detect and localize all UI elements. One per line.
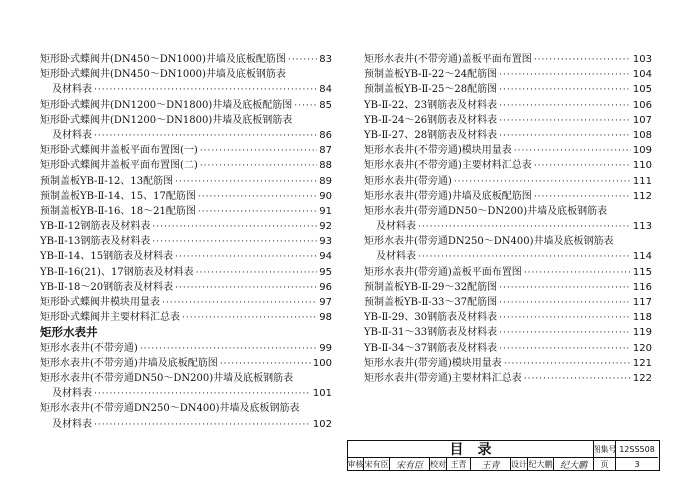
- toc-page-number: 116: [632, 281, 652, 293]
- toc-entry: [364, 189, 652, 204]
- toc-entry-title: 矩形卧式蝶阀井(DN450～DN1000)井墙及底板钢筋表: [40, 69, 286, 81]
- toc-entry: [364, 234, 652, 249]
- toc-entry-title: YB-Ⅱ-16(21)、17钢筋表及材料表: [40, 266, 194, 278]
- toc-leader-dots: [175, 281, 317, 296]
- checker-name: 王青: [447, 458, 471, 470]
- toc-page-number: 88: [319, 160, 332, 172]
- toc-page-number: 108: [632, 129, 652, 141]
- toc-page-number: 89: [319, 175, 332, 187]
- toc-leader-dots: [294, 99, 317, 114]
- toc-leader-dots: [94, 129, 317, 144]
- toc-page-number: 120: [632, 342, 652, 354]
- toc-entry-title: YB-Ⅱ-29、30钢筋表及材料表: [364, 312, 498, 324]
- toc-entry: [364, 52, 652, 67]
- toc-entry: [364, 295, 652, 310]
- toc-leader-dots: [94, 83, 317, 98]
- toc-entry: [40, 295, 332, 310]
- signature-row: [348, 458, 658, 470]
- toc-entry: [40, 67, 332, 82]
- toc-entry: [40, 189, 332, 204]
- toc-entry: [364, 371, 652, 386]
- toc-page-number: 87: [319, 145, 332, 157]
- toc-page-number: 113: [632, 221, 652, 233]
- toc-leader-dots: [94, 387, 311, 402]
- toc-page-number: 103: [632, 54, 652, 65]
- toc-entry-title: 及材料表: [52, 84, 92, 96]
- page-number: 3: [634, 459, 640, 469]
- toc-entry: [40, 401, 332, 416]
- toc-leader-dots: [175, 250, 317, 265]
- toc-entry-title: 矩形水表井(带旁通)盖板平面布置图: [364, 266, 522, 278]
- page-title: 目录: [449, 442, 506, 458]
- toc-page-number: 100: [312, 357, 332, 369]
- toc-entry-title: 矩形水表井: [40, 325, 98, 340]
- toc-leader-dots: [152, 235, 317, 250]
- toc-leader-dots: [182, 311, 317, 326]
- toc-entry-title: 矩形水表井(不带旁通DN250～DN400)井墙及底板钢筋表: [40, 403, 300, 415]
- toc-entry-title: 矩形水表井(不带旁通)模块用量表: [364, 145, 512, 157]
- toc-entry-title: 预制盖板YB-Ⅱ-33～37配筋图: [364, 297, 498, 308]
- toc-entry: [40, 52, 332, 67]
- toc-leader-dots: [534, 53, 631, 68]
- toc-entry: [40, 219, 332, 234]
- toc-entry-title: YB-Ⅱ-34～37钢筋表及材料表: [364, 342, 498, 354]
- toc-entry: [364, 98, 652, 113]
- toc-entry: [40, 158, 332, 173]
- toc-entry-title: YB-Ⅱ-24～26钢筋表及材料表: [364, 114, 498, 126]
- designer-name: 纪大鹏: [528, 459, 553, 469]
- toc-leader-dots: [524, 266, 631, 281]
- toc-entry: [364, 143, 652, 158]
- toc-page-number: 121: [632, 357, 652, 369]
- toc-entry-title: 及材料表: [52, 418, 92, 430]
- toc-page-number: 109: [632, 145, 652, 157]
- toc-leader-dots: [288, 53, 317, 68]
- toc-entry: [40, 174, 332, 189]
- toc-page-number: 96: [319, 281, 332, 293]
- toc-entry: [40, 234, 332, 249]
- reviewer-name: 宋有臣: [364, 459, 389, 469]
- toc-entry-title: 预制盖板YB-Ⅱ-22～24配筋图: [364, 69, 498, 81]
- toc-leader-dots: [454, 175, 631, 190]
- toc-page-number: 91: [319, 205, 332, 217]
- toc-entry: [364, 113, 652, 128]
- toc-entry-title: 及材料表: [52, 388, 92, 400]
- toc-entry: [40, 98, 332, 113]
- toc-entry: [364, 325, 652, 340]
- toc-leader-dots: [499, 311, 631, 326]
- atlas-number: 12SS508: [616, 441, 658, 458]
- toc-entry-title: 预制盖板YB-Ⅱ-16、18～21配筋图: [40, 205, 196, 217]
- toc-leader-dots: [200, 144, 317, 159]
- toc-entry-title: 及材料表: [52, 129, 92, 141]
- toc-page-number: 111: [632, 175, 652, 187]
- toc-entry-title: YB-Ⅱ-18～20钢筋表及材料表: [40, 281, 174, 293]
- toc-entry: [40, 249, 332, 264]
- toc-entry-title: YB-Ⅱ-12钢筋表及材料表: [40, 221, 151, 233]
- toc-section-heading: [40, 325, 332, 340]
- toc-entry-title: 矩形水表井(不带旁通)主要材料汇总表: [364, 160, 532, 172]
- toc-entry: [364, 128, 652, 143]
- toc-page-number: 94: [319, 251, 332, 263]
- toc-leader-dots: [499, 99, 631, 114]
- toc-entry: [40, 341, 332, 356]
- toc-page-number: 106: [632, 99, 652, 111]
- toc-page-number: 105: [632, 84, 652, 96]
- toc-entry-title: 预制盖板YB-Ⅱ-29～32配筋图: [364, 281, 498, 293]
- toc-leader-dots: [200, 159, 317, 174]
- toc-leader-dots: [534, 190, 631, 205]
- toc-entry: [364, 265, 652, 280]
- toc-entry-title: 矩形水表井(不带旁通)井墙及底板配筋图: [40, 357, 218, 369]
- toc-leader-dots: [152, 220, 317, 235]
- toc-entry: [364, 280, 652, 295]
- toc-leader-dots: [499, 326, 631, 341]
- toc-entry-title: YB-Ⅱ-31～33钢筋表及材料表: [364, 327, 498, 339]
- toc-entry: [364, 249, 652, 264]
- toc-entry-title: 矩形水表井(不带旁通DN50～DN200)井墙及底板钢筋表: [40, 372, 294, 384]
- toc-entry-title: 矩形卧式蝶阀井(DN1200～DN1800)井墙及底板配筋图: [40, 99, 293, 111]
- title-cell: [348, 441, 594, 458]
- toc-leader-dots: [499, 296, 631, 311]
- toc-page-number: 102: [312, 418, 332, 430]
- checker-signature: 王青: [471, 458, 511, 470]
- toc-leader-dots: [162, 296, 317, 311]
- toc-entry-title: 矩形水表井(带旁通)模块用量表: [364, 357, 502, 369]
- toc-entry: [40, 113, 332, 128]
- toc-entry-title: 矩形水表井(不带旁通): [40, 342, 138, 354]
- toc-leader-dots: [418, 220, 631, 235]
- designer-signature: 纪大鹏: [554, 458, 594, 470]
- toc-leader-dots: [499, 83, 631, 98]
- toc-entry-title: YB-Ⅱ-22、23钢筋表及材料表: [364, 99, 498, 111]
- toc-page-number: 98: [319, 312, 332, 324]
- toc-entry-title: 矩形水表井(带旁通): [364, 175, 452, 187]
- toc-entry-title: 矩形水表井(带旁通DN250～DN400)井墙及底板钢筋表: [364, 236, 614, 248]
- toc-entry-title: 矩形水表井(带旁通)主要材料汇总表: [364, 372, 522, 384]
- toc-page-number: 84: [319, 84, 332, 96]
- toc-page-number: 101: [312, 388, 332, 400]
- toc-entry-title: 矩形卧式蝶阀井(DN450～DN1000)井墙及底板配筋图: [40, 54, 286, 65]
- toc-page-number: 119: [632, 327, 652, 339]
- toc-leader-dots: [140, 342, 317, 357]
- title-block: [347, 440, 660, 471]
- check-label: 校对: [430, 459, 446, 469]
- toc-leader-dots: [499, 68, 631, 83]
- toc-entry: [364, 174, 652, 189]
- toc-entry-title: 预制盖板YB-Ⅱ-12、13配筋图: [40, 175, 174, 187]
- toc-entry-title: 矩形卧式蝶阀井模块用量表: [40, 297, 160, 308]
- toc-right-column: [364, 52, 652, 386]
- toc-entry-title: 及材料表: [376, 251, 416, 263]
- toc-leader-dots: [198, 205, 317, 220]
- toc-entry-title: 预制盖板YB-Ⅱ-14、15、17配筋图: [40, 190, 196, 202]
- toc-page-number: 114: [632, 251, 652, 263]
- toc-page-number: 85: [319, 99, 332, 111]
- toc-page-number: 118: [632, 312, 652, 324]
- toc-entry-title: 矩形水表井(带旁通)井墙及底板配筋图: [364, 190, 532, 202]
- toc-entry-title: YB-Ⅱ-27、28钢筋表及材料表: [364, 129, 498, 141]
- toc-entry-title: 矩形水表井(不带旁通)盖板平面布置图: [364, 54, 532, 65]
- toc-leader-dots: [196, 266, 318, 281]
- review-label: 审核: [347, 459, 364, 469]
- toc-page-number: 97: [319, 297, 332, 308]
- toc-entry-title: 及材料表: [376, 221, 416, 233]
- toc-entry-title: 矩形卧式蝶阀井主要材料汇总表: [40, 312, 180, 324]
- toc-page-number: 95: [319, 266, 332, 278]
- toc-entry-title: 预制盖板YB-Ⅱ-25～28配筋图: [364, 84, 498, 96]
- toc-entry-title: 矩形卧式蝶阀井盖板平面布置图(二): [40, 160, 198, 172]
- toc-entry-title: 矩形卧式蝶阀井(DN1200～DN1800)井墙及底板钢筋表: [40, 114, 293, 126]
- toc-page-number: 104: [632, 69, 652, 81]
- toc-leader-dots: [220, 357, 311, 372]
- toc-leader-dots: [418, 250, 631, 265]
- toc-leader-dots: [499, 129, 631, 144]
- toc-entry-title: YB-Ⅱ-13钢筋表及材料表: [40, 236, 151, 248]
- toc-entry-title: YB-Ⅱ-14、15钢筋表及材料表: [40, 251, 174, 263]
- toc-page-number: 93: [319, 236, 332, 248]
- toc-entry: [364, 158, 652, 173]
- toc-page-number: 83: [319, 54, 332, 65]
- toc-leader-dots: [198, 190, 317, 205]
- toc-leader-dots: [534, 159, 631, 174]
- toc-entry: [40, 128, 332, 143]
- toc-entry: [40, 204, 332, 219]
- toc-page-number: 110: [632, 160, 652, 172]
- toc-entry: [40, 310, 332, 325]
- toc-leader-dots: [499, 281, 631, 296]
- toc-leader-dots: [499, 342, 631, 357]
- toc-entry: [40, 82, 332, 97]
- toc-entry-title: 矩形卧式蝶阀井盖板平面布置图(一): [40, 145, 198, 157]
- page-label: 页: [594, 458, 616, 470]
- toc-page-number: 90: [319, 190, 332, 202]
- toc-entry: [364, 341, 652, 356]
- toc-entry-title: 矩形水表井(带旁通DN50～DN200)井墙及底板钢筋表: [364, 205, 608, 217]
- toc-entry: [40, 417, 332, 432]
- toc-page-number: 99: [319, 342, 332, 354]
- toc-leader-dots: [175, 175, 317, 190]
- toc-page-number: 115: [632, 266, 652, 278]
- toc-entry: [364, 310, 652, 325]
- toc-leader-dots: [514, 144, 631, 159]
- toc-leader-dots: [504, 357, 631, 372]
- toc-entry: [40, 265, 332, 280]
- toc-entry: [40, 386, 332, 401]
- toc-entry: [40, 356, 332, 371]
- toc-page-number: 112: [632, 190, 652, 202]
- toc-leader-dots: [524, 372, 631, 387]
- toc-entry: [364, 67, 652, 82]
- toc-entry: [364, 82, 652, 97]
- reviewer-signature: 宋有臣: [390, 458, 430, 470]
- design-label: 设计: [511, 459, 527, 469]
- toc-page-number: 117: [632, 297, 652, 308]
- toc-page-number: 86: [319, 129, 332, 141]
- toc-entry: [364, 204, 652, 219]
- toc-page-number: 122: [632, 372, 652, 384]
- toc-entry: [40, 371, 332, 386]
- toc-entry: [364, 219, 652, 234]
- toc-page-number: 92: [319, 221, 332, 233]
- toc-leader-dots: [94, 418, 311, 433]
- toc-entry: [364, 356, 652, 371]
- toc-entry: [40, 143, 332, 158]
- atlas-label: 图集号: [594, 441, 616, 458]
- toc-left-column: [40, 52, 332, 432]
- toc-entry: [40, 280, 332, 295]
- toc-leader-dots: [499, 114, 631, 129]
- toc-page-number: 107: [632, 114, 652, 126]
